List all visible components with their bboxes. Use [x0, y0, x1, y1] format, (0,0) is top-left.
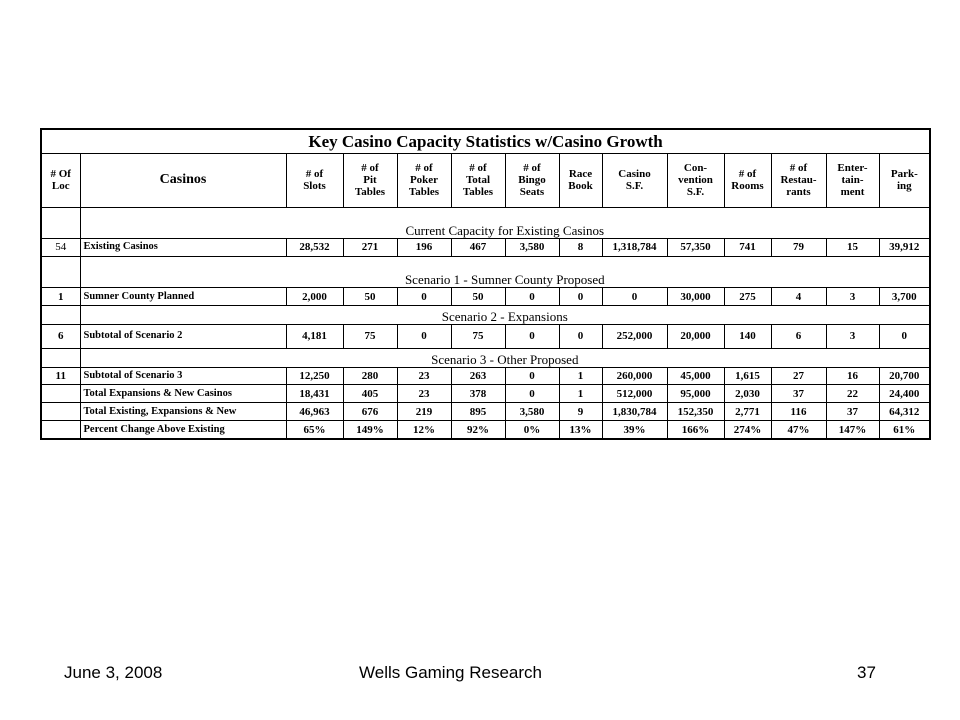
section-scenario3: Scenario 3 - Other Proposed — [80, 348, 930, 367]
table-row — [41, 324, 930, 348]
cell-value: 0 — [602, 288, 667, 306]
cell-value: 405 — [343, 385, 397, 403]
cell-value: 2,030 — [724, 385, 771, 403]
header-rooms — [724, 154, 771, 207]
cell-value: 1 — [559, 385, 602, 403]
cell-loc: 6 — [41, 324, 80, 348]
cell-value: 0 — [559, 324, 602, 348]
cell-value: 2,000 — [286, 288, 343, 306]
cell-value: 1 — [559, 367, 602, 385]
cell-value: 0 — [397, 288, 451, 306]
cell-value: 39,912 — [879, 238, 930, 256]
footer-source: Wells Gaming Research — [359, 663, 542, 682]
cell-value: 64,312 — [879, 403, 930, 421]
cell-value: 50 — [343, 288, 397, 306]
footer-page-number: 37 — [857, 663, 876, 682]
cell-value: 280 — [343, 367, 397, 385]
table-row — [41, 288, 930, 306]
footer-date: June 3, 2008 — [64, 663, 163, 682]
cell-value: 149% — [343, 421, 397, 439]
section-spacer — [41, 256, 80, 287]
cell-casino-name: Total Expansions & New Casinos — [80, 385, 286, 403]
cell-value: 95,000 — [667, 385, 724, 403]
cell-value: 152,350 — [667, 403, 724, 421]
cell-value: 0 — [879, 324, 930, 348]
cell-value: 18,431 — [286, 385, 343, 403]
header-line: # of — [415, 162, 433, 175]
header-line: Restau- — [780, 174, 817, 187]
section-spacer — [41, 348, 80, 367]
header-bingo-seats — [505, 154, 559, 207]
cell-value: 3,580 — [505, 403, 559, 421]
cell-value: 274% — [724, 421, 771, 439]
capacity-table-container — [40, 128, 929, 440]
header-line: Rooms — [731, 180, 764, 193]
cell-value: 65% — [286, 421, 343, 439]
cell-value: 147% — [826, 421, 879, 439]
cell-value: 9 — [559, 403, 602, 421]
cell-value: 37 — [771, 385, 826, 403]
cell-value: 219 — [397, 403, 451, 421]
section-spacer — [41, 305, 80, 324]
cell-value: 3,580 — [505, 238, 559, 256]
table-title: Key Casino Capacity Statistics w/Casino Growth — [41, 129, 930, 154]
cell-value: 23 — [397, 367, 451, 385]
cell-value: 6 — [771, 324, 826, 348]
header-line: Casino — [618, 168, 651, 181]
header-line: Seats — [519, 186, 545, 199]
cell-value: 12% — [397, 421, 451, 439]
cell-value: 196 — [397, 238, 451, 256]
header-pit-tables — [343, 154, 397, 207]
header-entertainment — [826, 154, 879, 207]
cell-value: 260,000 — [602, 367, 667, 385]
header-line: ment — [840, 186, 865, 199]
cell-value: 92% — [451, 421, 505, 439]
cell-value: 16 — [826, 367, 879, 385]
cell-value: 1,830,784 — [602, 403, 667, 421]
cell-value: 1,318,784 — [602, 238, 667, 256]
cell-value: 8 — [559, 238, 602, 256]
table-row — [41, 421, 930, 439]
header-line: Race — [568, 168, 593, 181]
header-line: Tables — [354, 186, 386, 199]
header-race-book — [559, 154, 602, 207]
cell-value: 3 — [826, 324, 879, 348]
cell-loc: 11 — [41, 367, 80, 385]
cell-value: 0 — [559, 288, 602, 306]
table-row — [41, 385, 930, 403]
cell-value: 22 — [826, 385, 879, 403]
cell-value: 20,700 — [879, 367, 930, 385]
cell-value: 676 — [343, 403, 397, 421]
header-line: vention — [678, 174, 713, 187]
cell-casino-name: Percent Change Above Existing — [80, 421, 286, 439]
cell-value: 79 — [771, 238, 826, 256]
header-line: # of — [789, 162, 808, 175]
cell-value: 741 — [724, 238, 771, 256]
cell-value: 12,250 — [286, 367, 343, 385]
cell-value: 28,532 — [286, 238, 343, 256]
cell-value: 512,000 — [602, 385, 667, 403]
header-line: Poker — [409, 174, 439, 187]
cell-value: 275 — [724, 288, 771, 306]
header-total-tables — [451, 154, 505, 207]
cell-casino-name: Total Existing, Expansions & New — [80, 403, 286, 421]
cell-casino-name: Existing Casinos — [80, 238, 286, 256]
cell-value: 75 — [343, 324, 397, 348]
table-row — [41, 403, 930, 421]
cell-loc: 1 — [41, 288, 80, 306]
cell-value: 75 — [451, 324, 505, 348]
cell-value: 23 — [397, 385, 451, 403]
header-line: Total — [465, 174, 491, 187]
cell-loc — [41, 385, 80, 403]
cell-value: 27 — [771, 367, 826, 385]
table-row — [41, 238, 930, 256]
cell-value: 13% — [559, 421, 602, 439]
header-line: Bingo — [518, 174, 546, 187]
cell-value: 3 — [826, 288, 879, 306]
cell-value: 50 — [451, 288, 505, 306]
cell-value: 15 — [826, 238, 879, 256]
header-line: # of — [738, 168, 757, 181]
cell-value: 2,771 — [724, 403, 771, 421]
cell-value: 46,963 — [286, 403, 343, 421]
header-line: # of — [305, 168, 324, 181]
cell-value: 166% — [667, 421, 724, 439]
cell-value: 263 — [451, 367, 505, 385]
cell-value: 4,181 — [286, 324, 343, 348]
cell-value: 0 — [397, 324, 451, 348]
header-line: rants — [786, 186, 811, 199]
cell-value: 140 — [724, 324, 771, 348]
capacity-table — [40, 128, 931, 440]
section-scenario2: Scenario 2 - Expansions — [80, 305, 930, 324]
cell-value: 0% — [505, 421, 559, 439]
header-line: S.F. — [686, 186, 705, 199]
table-row — [41, 367, 930, 385]
cell-value: 61% — [879, 421, 930, 439]
cell-casino-name: Subtotal of Scenario 3 — [80, 367, 286, 385]
cell-value: 30,000 — [667, 288, 724, 306]
cell-value: 0 — [505, 367, 559, 385]
cell-loc — [41, 421, 80, 439]
header-line: ing — [896, 180, 912, 193]
cell-value: 252,000 — [602, 324, 667, 348]
header-restaurants — [771, 154, 826, 207]
header-casino-sf — [602, 154, 667, 207]
cell-value: 20,000 — [667, 324, 724, 348]
cell-value: 37 — [826, 403, 879, 421]
cell-value: 45,000 — [667, 367, 724, 385]
cell-value: 0 — [505, 385, 559, 403]
cell-value: 116 — [771, 403, 826, 421]
header-line: Tables — [462, 186, 494, 199]
header-line: Pit — [363, 174, 377, 187]
header-casinos: Casinos — [80, 154, 286, 207]
header-line: Book — [568, 180, 593, 193]
cell-value: 24,400 — [879, 385, 930, 403]
cell-value: 47% — [771, 421, 826, 439]
cell-value: 271 — [343, 238, 397, 256]
cell-value: 1,615 — [724, 367, 771, 385]
section-current: Current Capacity for Existing Casinos — [80, 207, 930, 238]
header-line: Tables — [408, 186, 440, 199]
cell-value: 3,700 — [879, 288, 930, 306]
cell-casino-name: Sumner County Planned — [80, 288, 286, 306]
header-line: Slots — [303, 180, 326, 193]
header-line: # of — [523, 162, 541, 175]
header-line: Con- — [683, 162, 708, 175]
cell-casino-name: Subtotal of Scenario 2 — [80, 324, 286, 348]
header-line: Park- — [890, 168, 918, 181]
header-loc: # Of Loc — [41, 154, 80, 207]
cell-value: 57,350 — [667, 238, 724, 256]
header-poker-tables — [397, 154, 451, 207]
cell-value: 895 — [451, 403, 505, 421]
section-spacer — [41, 207, 80, 238]
header-convention-sf — [667, 154, 724, 207]
header-line: tain- — [841, 174, 864, 187]
header-line: # of — [361, 162, 379, 175]
header-line: Enter- — [837, 162, 868, 175]
cell-loc: 54 — [41, 238, 80, 256]
cell-loc — [41, 403, 80, 421]
header-line: # of — [469, 162, 487, 175]
header-parking — [879, 154, 930, 207]
section-scenario1: Scenario 1 - Sumner County Proposed — [80, 256, 930, 287]
cell-value: 39% — [602, 421, 667, 439]
header-line: S.F. — [625, 180, 644, 193]
cell-value: 4 — [771, 288, 826, 306]
header-slots — [286, 154, 343, 207]
cell-value: 467 — [451, 238, 505, 256]
cell-value: 378 — [451, 385, 505, 403]
cell-value: 0 — [505, 288, 559, 306]
cell-value: 0 — [505, 324, 559, 348]
